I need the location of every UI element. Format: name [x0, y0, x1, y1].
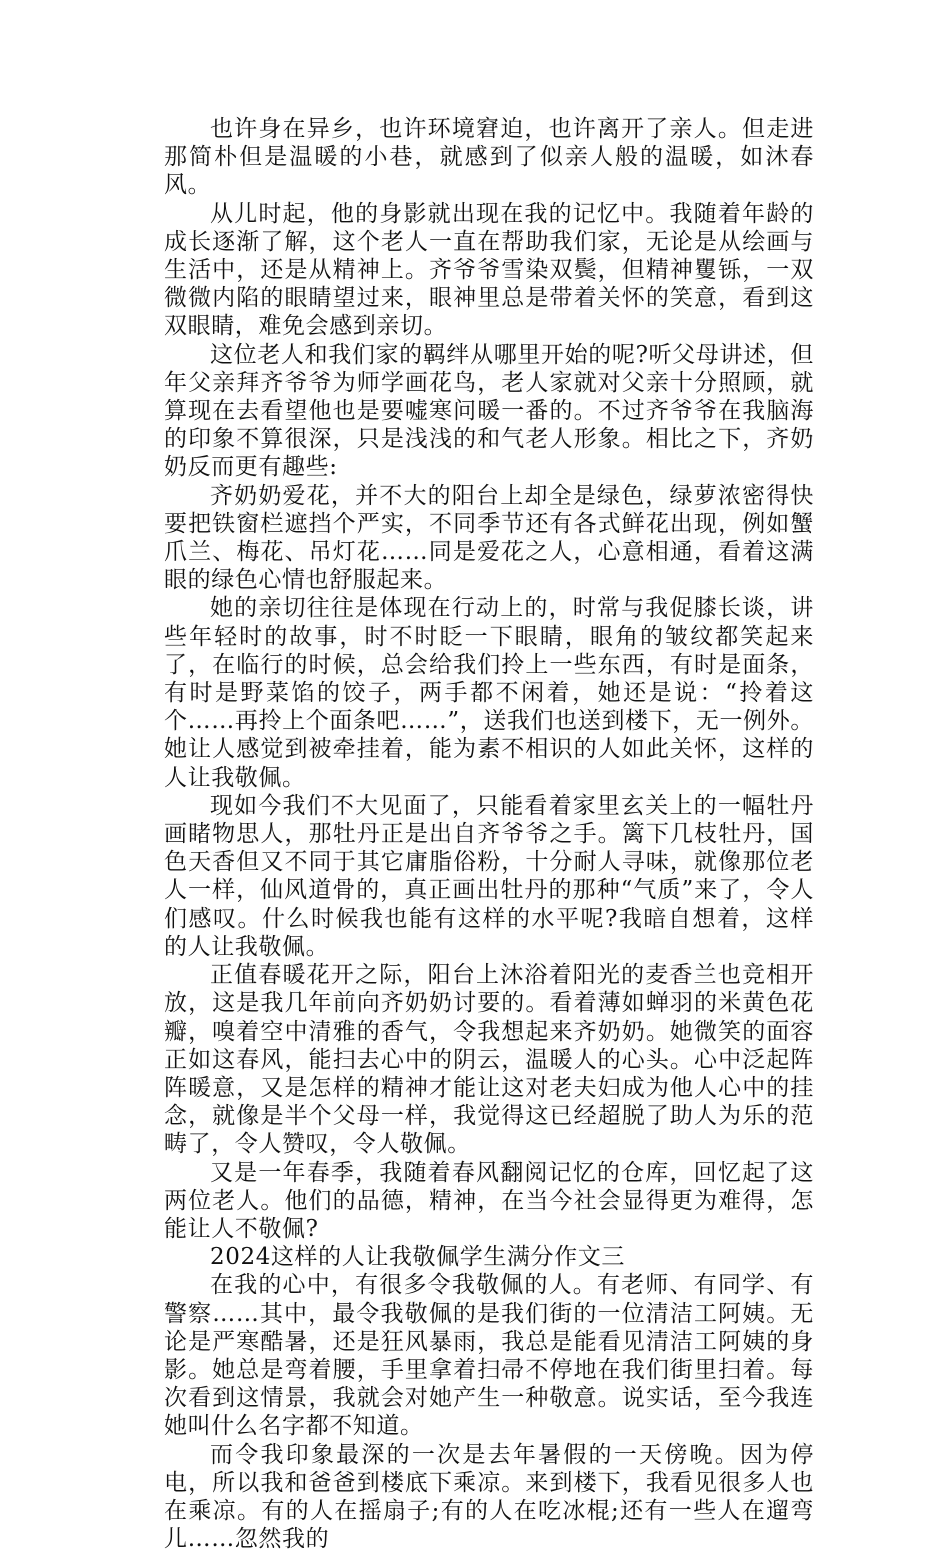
paragraph-7: 正值春暖花开之际，阳台上沐浴着阳光的麦香兰也竞相开放，这是我几年前向齐奶奶讨要的。看着薄如蝉羽的米黄色花瓣，嗅着空中清雅的香气，令我想起来齐奶奶。她微笑的面容正如这春风，能扫去心中的阴云，温暖人的心头。心中泛起阵阵暖意，又是怎样的精神才能让这对老夫妇成为他人心中的挂念，就像是半个父母一样，我觉得这已经超脱了助人为乐的范畴了，令人赞叹，令人敬佩。 — [164, 962, 814, 1158]
paragraph-4: 齐奶奶爱花，并不大的阳台上却全是绿色，绿萝浓密得快要把铁窗栏遮挡个严实，不同季节还有各式鲜花出现，例如蟹爪兰、梅花、吊灯花……同是爱花之人，心意相通，看着这满眼的绿色心情也舒服起来。 — [164, 482, 814, 594]
paragraph-2: 从儿时起，他的身影就出现在我的记忆中。我随着年龄的成长逐渐了解，这个老人一直在帮助我们家，无论是从绘画与生活中，还是从精神上。齐爷爷雪染双鬓，但精神矍铄，一双微微内陷的眼睛望过来，眼神里总是带着关怀的笑意，看到这双眼睛，难免会感到亲切。 — [164, 200, 814, 340]
paragraph-8: 又是一年春季，我随着春风翻阅记忆的仓库，回忆起了这两位老人。他们的品德，精神，在当今社会显得更为难得，怎能让人不敬佩? — [164, 1159, 814, 1242]
paragraph-3: 这位老人和我们家的羁绊从哪里开始的呢?听父母讲述，但年父亲拜齐爷爷为师学画花鸟，老人家就对父亲十分照顾，就算现在去看望他也是要嘘寒问暖一番的。不过齐爷爷在我脑海的印象不算很深，只是浅浅的和气老人形象。相比之下，齐奶奶反而更有趣些: — [164, 341, 814, 481]
essay-section-title: 2024这样的人让我敬佩学生满分作文三 — [210, 1244, 625, 1271]
paragraph-6: 现如今我们不大见面了，只能看着家里玄关上的一幅牡丹画睹物思人，那牡丹正是出自齐爷爷之手。篱下几枝牡丹，国色天香但又不同于其它庸脂俗粉，十分耐人寻味，就像那位老人一样，仙风道骨的，真正画出牡丹的那种“气质”来了，令人们感叹。什么时候我也能有这样的水平呢?我暗自想着，这样的人让我敬佩。 — [164, 792, 814, 960]
paragraph-10: 而令我印象最深的一次是去年暑假的一天傍晚。因为停电，所以我和爸爸到楼底下乘凉。来到楼下，我看见很多人也在乘凉。有的人在摇扇子;有的人在吃冰棍;还有一些人在遛弯儿……忽然我的 — [164, 1441, 814, 1553]
paragraph-1: 也许身在异乡，也许环境窘迫，也许离开了亲人。但走进那简朴但是温暖的小巷，就感到了似亲人般的温暖，如沐春风。 — [164, 116, 814, 199]
paragraph-5: 她的亲切往往是体现在行动上的，时常与我促膝长谈，讲些年轻时的故事，时不时眨一下眼睛，眼角的皱纹都笑起来了，在临行的时候，总会给我们拎上一些东西，有时是面条，有时是野菜馅的饺子，两手都不闲着，她还是说：“拎着这个……再拎上个面条吧……”，送我们也送到楼下，无一例外。她让人感觉到被牵挂着，能为素不相识的人如此关怀，这样的人让我敬佩。 — [164, 595, 814, 791]
document-page — [164, 115, 814, 1553]
paragraph-9: 在我的心中，有很多令我敬佩的人。有老师、有同学、有警察……其中，最令我敬佩的是我们街的一位清洁工阿姨。无论是严寒酷暑，还是狂风暴雨，我总是能看见清洁工阿姨的身影。她总是弯着腰，手里拿着扫帚不停地在我们街里扫着。每次看到这情景，我就会对她产生一种敬意。说实话，至今我连她叫什么名字都不知道。 — [164, 1272, 814, 1440]
